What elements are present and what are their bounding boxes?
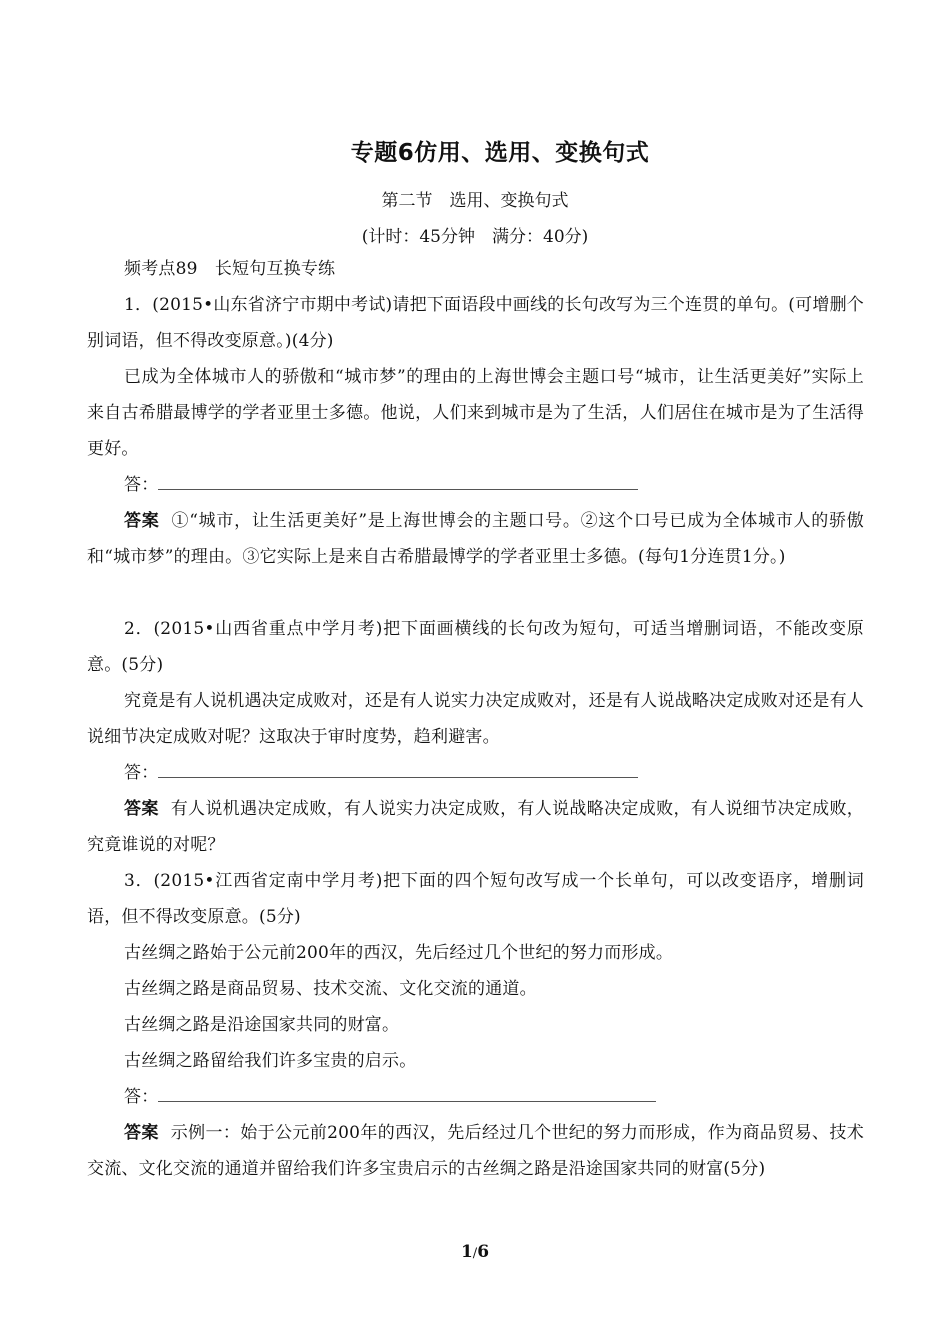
page-title: 专题6仿用、选用、变换句式 [350,140,650,166]
answer-text: 有人说机遇决定成败，有人说实力决定成败，有人说战略决定成败，有人说细节决定成败，究竟谁说的对呢？ [87,799,865,855]
page-number [0,1242,950,1262]
answer-text: 示例一：始于公元前200年的西汉，先后经过几个世纪的努力而形成，作为商品贸易、技术交流、文化交流的通道并留给我们许多宝贵启示的古丝绸之路是沿途国家共同的财富(5分) [87,1123,864,1179]
q3-prompt: 3．(2015•江西省定南中学月考)把下面的四个短句改写成一个长单句，可以改变语序，增删词语，但不得改变原意。(5分) [87,871,864,927]
q3-answer-line [87,1079,864,1115]
answer-label: 答案 [124,799,159,819]
answer-text: ①“城市，让生活更美好”是上海世博会的主题口号。②这个口号已成为全体城市人的骄傲和“城市梦”的理由。③它实际上是来自古希腊最博学的学者亚里士多德。(每句1分连贯1分。) [87,511,864,567]
page-separator: / [472,1246,478,1261]
q3-answer [87,1115,864,1187]
answer-label: 答案 [124,1123,159,1143]
q2-answer [87,791,864,863]
q2-prompt: 2．(2015•山西省重点中学月考)把下面画横线的长句改为短句，可适当增删词语，不能改变原意。(5分) [87,619,864,675]
q3-line-2: 古丝绸之路是商品贸易、技术交流、文化交流的通道。 [124,979,537,999]
q3-line-3: 古丝绸之路是沿途国家共同的财富。 [124,1015,400,1035]
answer-label: 答案 [124,511,160,531]
q1-answer-line [87,467,864,503]
q3-line-1: 古丝绸之路始于公元前200年的西汉，先后经过几个世纪的努力而形成。 [124,943,674,963]
timing-info: (计时：45分钟 满分：40分) [361,227,589,247]
q2-passage: 究竟是有人说机遇决定成败对，还是有人说实力决定成败对，还是有人说战略决定成败对还是有人说细节决定成败对呢？这取决于审时度势，趋利避害。 [87,691,864,747]
q2-answer-line [87,755,864,791]
total-pages: 6 [477,1242,490,1262]
topic-heading: 频考点89 长短句互换专练 [124,259,336,279]
answer-blank [158,471,638,490]
q1-passage: 已成为全体城市人的骄傲和“城市梦”的理由的上海世博会主题口号“城市，让生活更美好”实际上来自古希腊最博学的学者亚里士多德。他说，人们来到城市是为了生活，人们居住在城市是为了生活得更好。 [87,367,864,459]
q1-prompt: 1．(2015•山东省济宁市期中考试)请把下面语段中画线的长句改写为三个连贯的单句。(可增删个别词语，但不得改变原意。)(4分) [87,295,864,351]
answer-prefix: 答： [124,763,159,783]
answer-prefix: 答： [124,1087,159,1107]
answer-blank [158,1083,656,1102]
answer-blank [158,759,638,778]
q1-answer [87,503,864,575]
current-page: 1 [460,1242,473,1262]
answer-prefix: 答： [124,475,159,495]
q3-line-4: 古丝绸之路留给我们许多宝贵的启示。 [124,1051,417,1071]
section-heading: 第二节 选用、变换句式 [381,191,569,211]
